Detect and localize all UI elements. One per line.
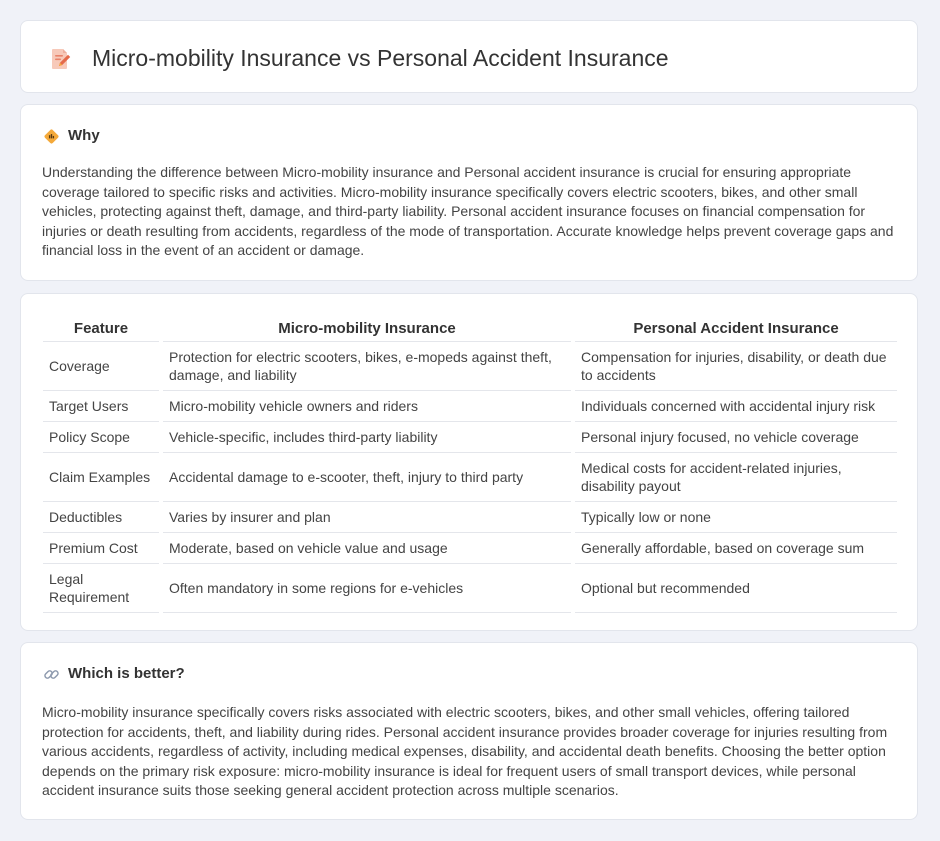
page-title: Micro-mobility Insurance vs Personal Accident Insurance <box>92 45 669 71</box>
document-edit-icon <box>48 47 72 71</box>
personal-accident-cell: Medical costs for accident-related injuries, disability payout <box>573 453 897 502</box>
table-row <box>43 453 897 502</box>
table-row <box>43 422 897 453</box>
micro-mobility-cell: Often mandatory in some regions for e-vehicles <box>161 564 573 613</box>
which-is-better-section <box>20 642 918 820</box>
why-heading-row <box>43 126 100 146</box>
personal-accident-cell: Individuals concerned with accidental injury risk <box>573 391 897 422</box>
feature-cell: Premium Cost <box>43 533 161 564</box>
table-row <box>43 502 897 533</box>
comparison-table <box>43 314 897 613</box>
comparison-section <box>20 293 918 631</box>
table-row <box>43 391 897 422</box>
feature-cell: Legal Requirement <box>43 564 161 613</box>
title-card <box>20 20 918 93</box>
why-heading: Why <box>68 127 100 144</box>
personal-accident-cell: Generally affordable, based on coverage sum <box>573 533 897 564</box>
table-row <box>43 342 897 391</box>
personal-accident-cell: Typically low or none <box>573 502 897 533</box>
micro-mobility-cell: Vehicle-specific, includes third-party liability <box>161 422 573 453</box>
micro-mobility-cell: Varies by insurer and plan <box>161 502 573 533</box>
micro-mobility-cell: Moderate, based on vehicle value and usage <box>161 533 573 564</box>
personal-accident-cell: Optional but recommended <box>573 564 897 613</box>
micro-mobility-cell: Accidental damage to e-scooter, theft, injury to third party <box>161 453 573 502</box>
feature-cell: Claim Examples <box>43 453 161 502</box>
table-row <box>43 564 897 613</box>
micro-mobility-cell: Micro-mobility vehicle owners and riders <box>161 391 573 422</box>
table-header-row <box>43 314 897 342</box>
why-section <box>20 104 918 281</box>
better-text: Micro-mobility insurance specifically covers risks associated with electric scooters, bikes, and other small vehicles, offering tailored protection for accidents, theft, and liability during rides. Personal accident insurance provides broader coverage for injuries resulting from various accidents, regardless of activity, including medical expenses, disability, and accidental death benefits. Choosing the better option depends on the primary risk exposure: micro-mobility insurance is ideal for frequent users of small transport devices, while personal accident insurance suits those seeking general accident protection across multiple scenarios. <box>42 704 888 798</box>
column-header-personal-accident: Personal Accident Insurance <box>573 314 897 342</box>
personal-accident-cell: Compensation for injuries, disability, or death due to accidents <box>573 342 897 391</box>
why-text: Understanding the difference between Micro-mobility insurance and Personal accident insurance is crucial for ensuring appropriate coverage tailored to specific risks and activities. Micro-mobility insurance specifically covers electric scooters, bikes, and other small vehicles, protecting against theft, damage, and third-party liability. Personal accident insurance focuses on financial compensation for injuries or death resulting from accidents, regardless of the mode of transportation. Accurate knowledge helps prevent coverage gaps and financial loss in the event of an accident or damage. <box>42 164 894 258</box>
better-heading: Which is better? <box>68 665 185 682</box>
feature-cell: Deductibles <box>43 502 161 533</box>
feature-cell: Coverage <box>43 342 161 391</box>
personal-accident-cell: Personal injury focused, no vehicle coverage <box>573 422 897 453</box>
warning-diamond-icon <box>43 128 60 145</box>
column-header-feature: Feature <box>43 314 161 342</box>
micro-mobility-cell: Protection for electric scooters, bikes, e-mopeds against theft, damage, and liability <box>161 342 573 391</box>
table-row <box>43 533 897 564</box>
better-heading-row <box>43 664 185 684</box>
column-header-micro-mobility: Micro-mobility Insurance <box>161 314 573 342</box>
feature-cell: Target Users <box>43 391 161 422</box>
link-icon <box>43 666 60 683</box>
feature-cell: Policy Scope <box>43 422 161 453</box>
